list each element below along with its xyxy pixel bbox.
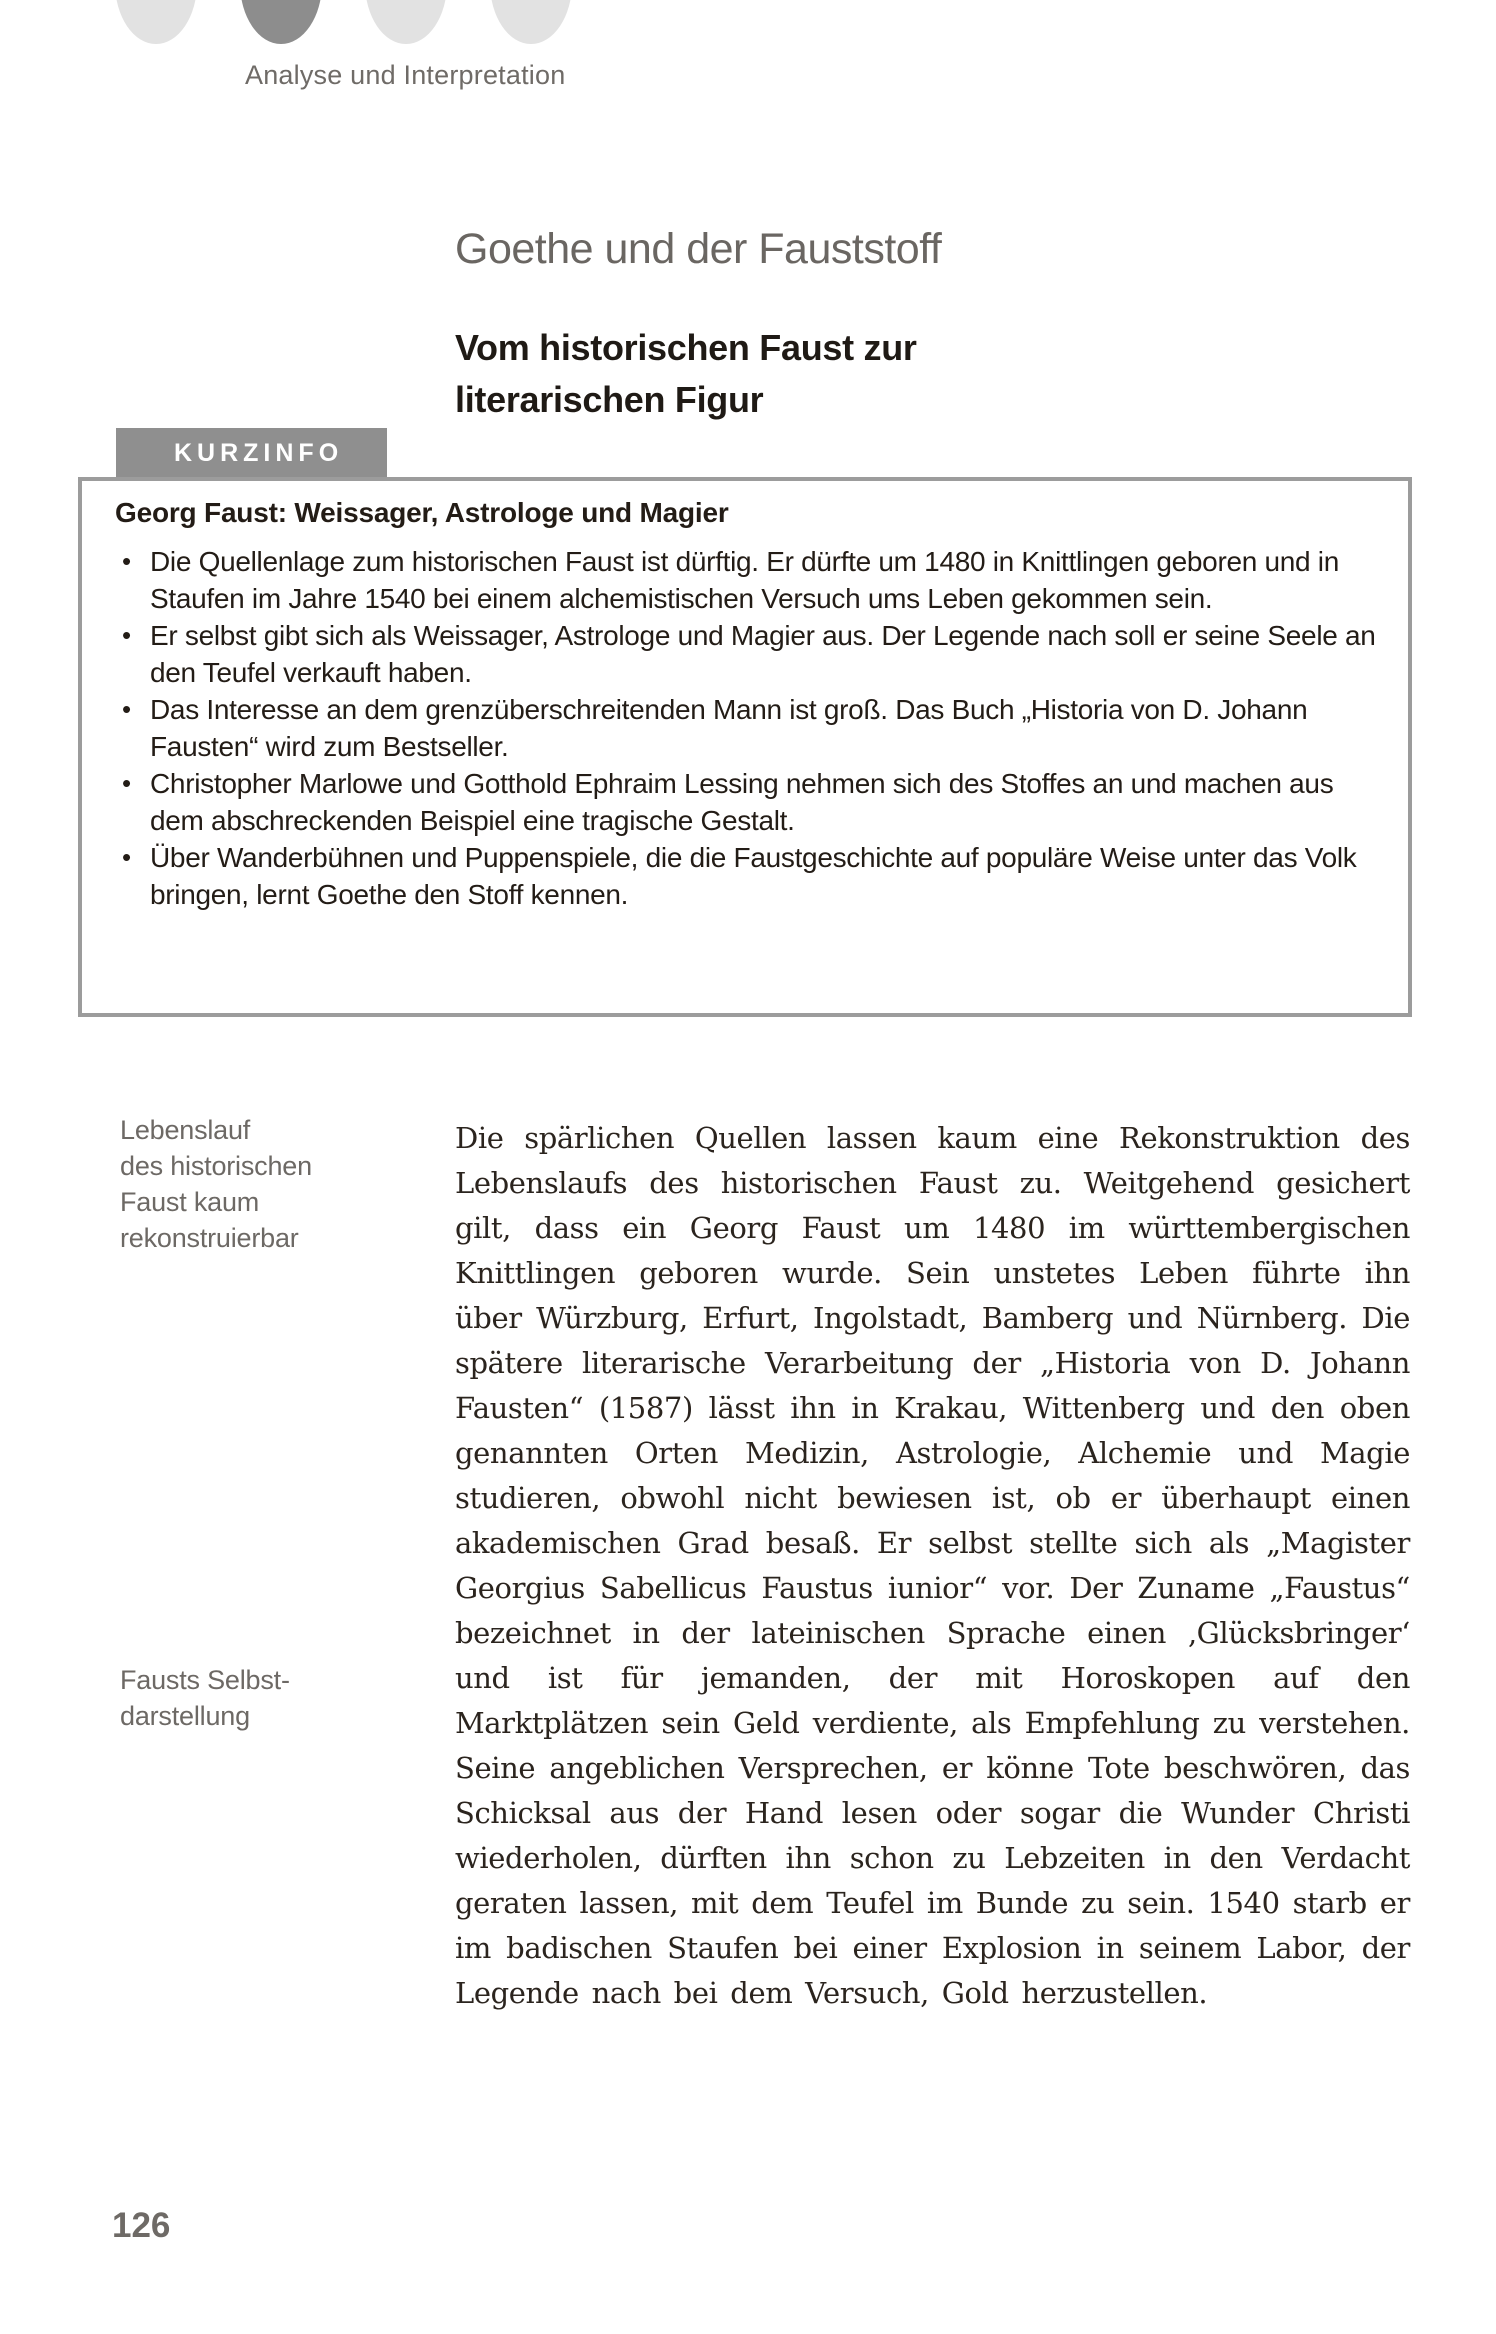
margin-note-lebenslauf <box>120 1112 440 1256</box>
kurzinfo-bullet: • Das Interesse an dem grenzüberschreitenden Mann ist groß. Das Buch „Historia von D. Johann Fausten“ wird zum Bestseller. <box>115 691 1384 765</box>
margin-note-line: Fausts Selbst- <box>120 1665 290 1695</box>
progress-dot-2 <box>240 0 322 44</box>
chapter-title: Goethe und der Fauststoff <box>455 224 942 273</box>
kurzinfo-bullet: • Die Quellenlage zum historischen Faust ist dürftig. Er dürfte um 1480 in Knittlingen geboren und in Staufen im Jahre 1540 bei einem alchemistischen Versuch ums Leben gekommen sein. <box>115 543 1384 617</box>
page-number: 126 <box>112 2206 171 2245</box>
subtitle-line-2: literarischen Figur <box>455 378 764 420</box>
kurzinfo-heading: Georg Faust: Weissager, Astrologe und Magier <box>115 497 729 528</box>
progress-dot-3 <box>365 0 447 44</box>
kurzinfo-bullet-list <box>115 543 1384 913</box>
body-paragraph: Die spärlichen Quellen lassen kaum eine Rekonstruktion des Lebenslaufs des historischen Faust zu. Weitgehend gesichert gilt, dass ein Georg Faust um 1480 im württembergischen Knittlingen geboren wurde. Sein unstetes Leben führte ihn über Würzburg, Erfurt, Ingolstadt, Bamberg und Nürnberg. Die spätere literarische Verarbeitung der „Historia von D. Johann Fausten“ (1587) lässt ihn in Krakau, Wittenberg und den oben genannten Orten Medizin, Astrologie, Alchemie und Magie studieren, obwohl nicht bewiesen ist, ob er überhaupt einen akademischen Grad besaß. Er selbst stellte sich als „Magister Georgius Sabellicus Faustus iunior“ vor. Der Zuname „Faustus“ bezeichnet in der lateinischen Sprache einen ‚Glücksbringer‘ und ist für jemanden, der mit Horoskopen auf den Marktplätzen sein Geld verdiente, als Empfehlung zu verstehen. Seine angeblichen Versprechen, er könne Tote beschwören, das Schicksal aus der Hand lesen oder sogar die Wunder Christi wiederholen, dürften ihn schon zu Lebzeiten in den Verdacht geraten lassen, mit dem Teufel im Bunde zu sein. 1540 starb er im badischen Staufen bei einer Explosion in seinem Labor, der Legende nach bei dem Versuch, Gold herzustellen. <box>455 1121 1410 2010</box>
margin-note-line: darstellung <box>120 1701 250 1731</box>
kurzinfo-tab: KURZINFO <box>116 428 387 478</box>
margin-note-line: Lebenslauf <box>120 1115 251 1145</box>
margin-note-selbstdarstellung <box>120 1662 440 1734</box>
subtitle-line-1: Vom historischen Faust zur <box>455 326 917 368</box>
section-subtitle <box>455 322 917 426</box>
progress-dot-4 <box>490 0 572 44</box>
kurzinfo-bullet: • Über Wanderbühnen und Puppenspiele, die die Faustgeschichte auf populäre Weise unter das Volk bringen, lernt Goethe den Stoff kennen. <box>115 839 1384 913</box>
margin-note-line: Faust kaum <box>120 1187 260 1217</box>
kurzinfo-box <box>78 477 1412 1017</box>
margin-note-line: des historischen <box>120 1151 312 1181</box>
kurzinfo-bullet: • Christopher Marlowe und Gotthold Ephraim Lessing nehmen sich des Stoffes an und machen aus dem abschreckenden Beispiel eine tragische Gestalt. <box>115 765 1384 839</box>
section-label: Analyse und Interpretation <box>245 60 566 90</box>
kurzinfo-bullet: • Er selbst gibt sich als Weissager, Astrologe und Magier aus. Der Legende nach soll er seine Seele an den Teufel verkauft haben. <box>115 617 1384 691</box>
progress-dot-1 <box>115 0 197 44</box>
margin-note-line: rekonstruierbar <box>120 1223 299 1253</box>
